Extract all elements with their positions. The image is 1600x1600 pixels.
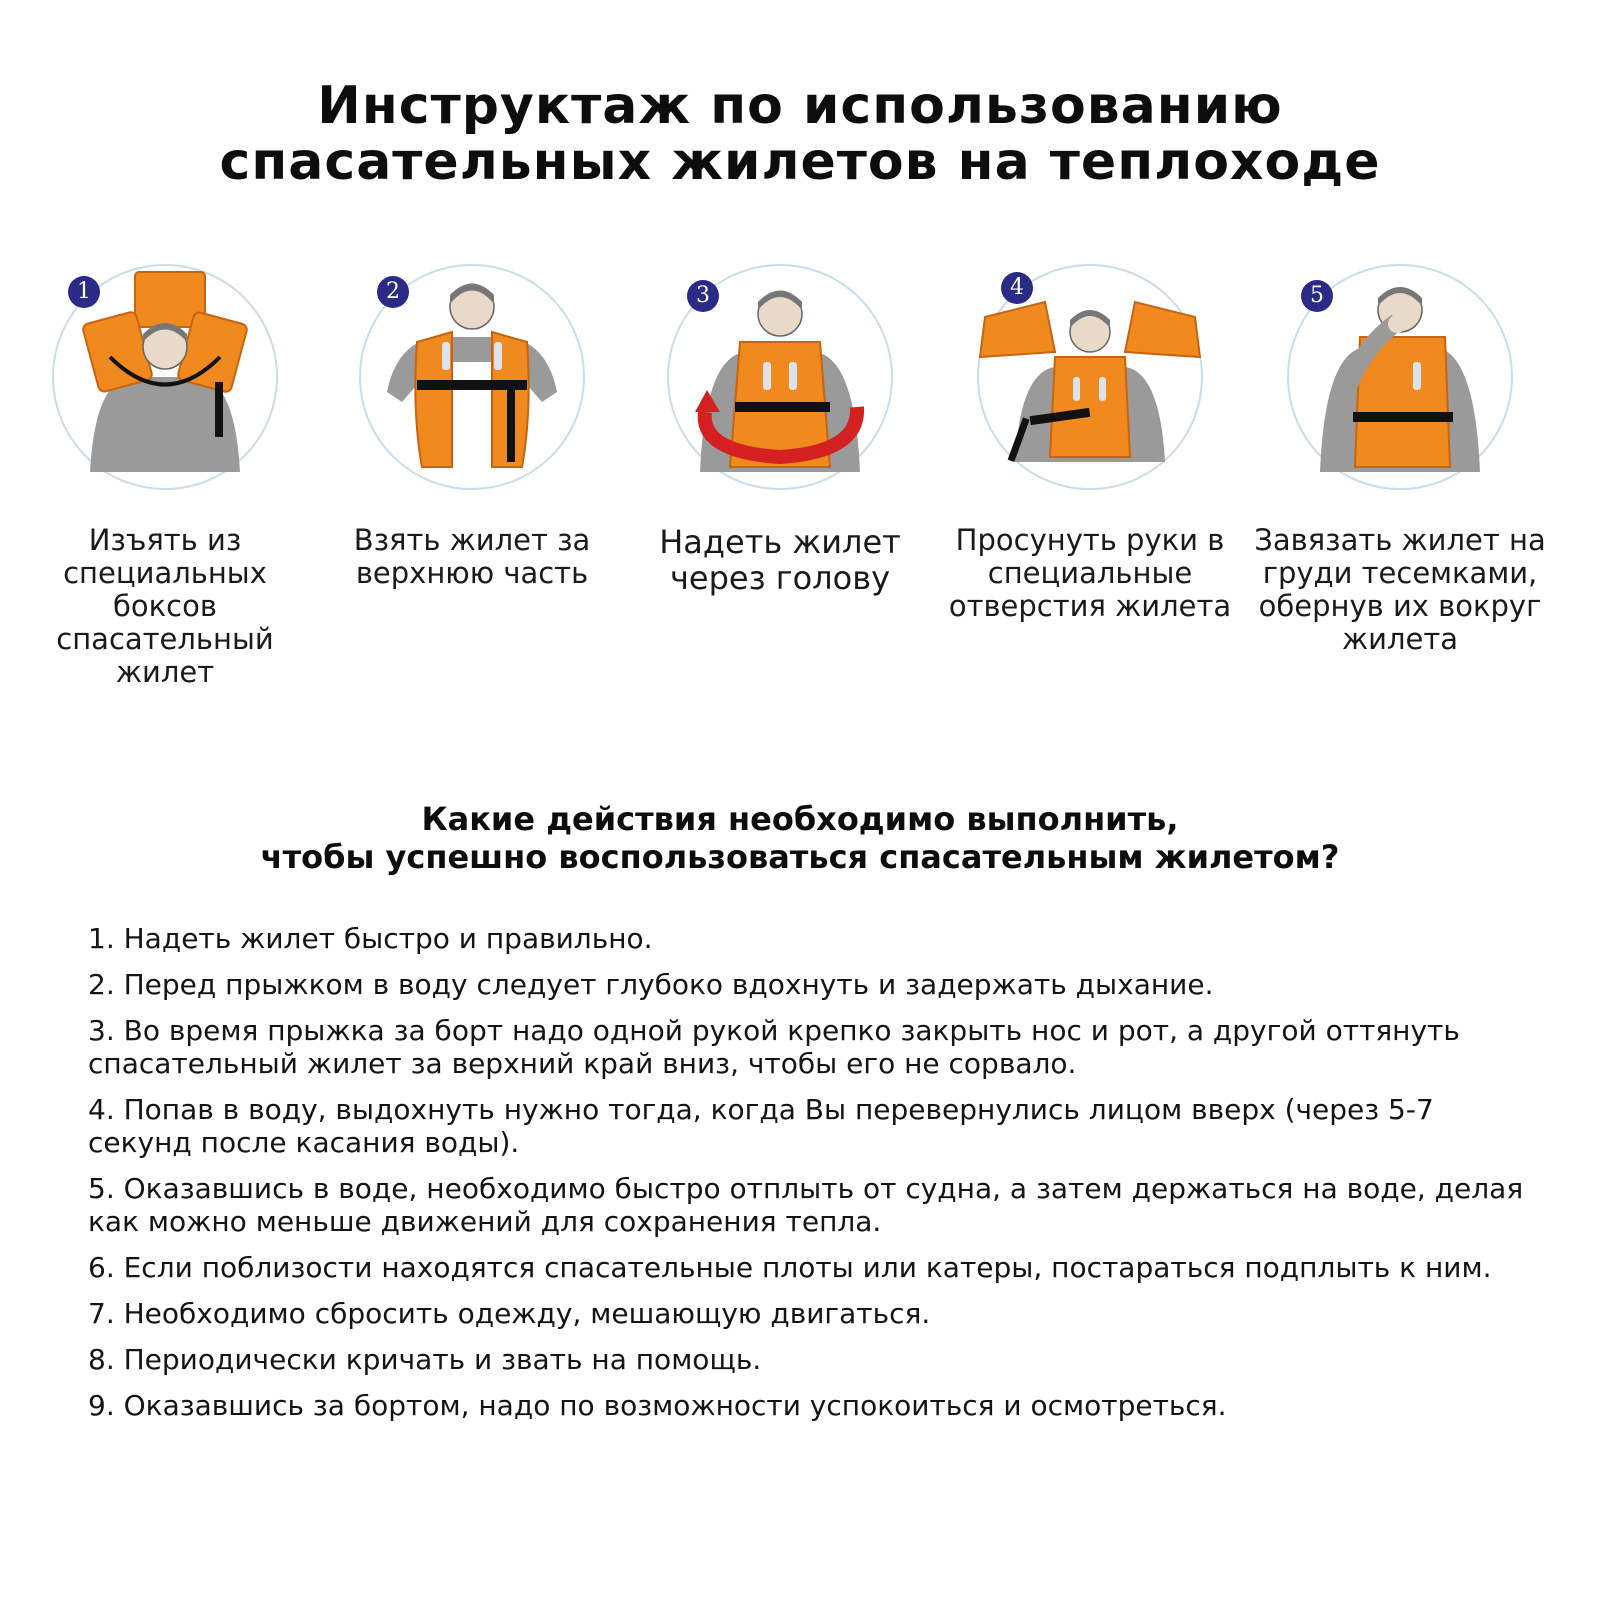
- step-number-badge: 4: [1001, 272, 1033, 304]
- list-item: 3. Во время прыжка за борт надо одной рукой крепко закрыть нос и рот, а другой оттянуть спасательный жилет за верхний край вниз, чтобы его не сорвало.: [88, 1014, 1460, 1080]
- step-caption: Изъять из специальных боксов спасательный жилет: [56, 523, 274, 689]
- page-title-line-1: Инструктаж по использованию: [317, 76, 1283, 136]
- list-item: 1. Надеть жилет быстро и правильно.: [88, 922, 653, 955]
- step-number-badge: 3: [687, 280, 719, 312]
- section-heading-line-2: чтобы успешно воспользоваться спасательным жилетом?: [260, 838, 1340, 876]
- step-caption: Завязать жилет на груди тесемками, обернув их вокруг жилета: [1254, 523, 1546, 656]
- instructions-list: [88, 922, 1528, 1435]
- person-tying-vest-illustration: [1285, 262, 1515, 492]
- list-item: 4. Попав в воду, выдохнуть нужно тогда, когда Вы перевернулись лицом вверх (через 5-7 секунд после касания воды).: [88, 1093, 1434, 1159]
- step-caption: Просунуть руки в специальные отверстия жилета: [948, 523, 1232, 623]
- person-putting-on-vest-illustration: [665, 262, 895, 492]
- step-number-badge: 1: [68, 276, 100, 308]
- section-heading-line-1: Какие действия необходимо выполнить,: [421, 800, 1179, 838]
- page-title: [0, 78, 1600, 190]
- step-number-badge: 2: [377, 276, 409, 308]
- step-number-badge: 5: [1301, 280, 1333, 312]
- list-item: 5. Оказавшись в воде, необходимо быстро отплыть от судна, а затем держаться на воде, делая как можно меньше движений для сохранения тепла.: [88, 1172, 1524, 1238]
- section-heading: [0, 800, 1600, 876]
- step-caption: Взять жилет за верхнюю часть: [353, 523, 591, 590]
- person-taking-vest-illustration: [50, 262, 280, 492]
- list-item: 7. Необходимо сбросить одежду, мешающую двигаться.: [88, 1297, 931, 1330]
- list-item: 8. Периодически кричать и звать на помощь.: [88, 1343, 762, 1376]
- person-inserting-arms-illustration: [975, 262, 1205, 492]
- list-item: 2. Перед прыжком в воду следует глубоко вдохнуть и задержать дыхание.: [88, 968, 1214, 1001]
- list-item: 6. Если поблизости находятся спасательные плоты или катеры, постараться подплыть к ним.: [88, 1251, 1492, 1284]
- step-caption: Надеть жилет через голову: [659, 523, 901, 597]
- list-item: 9. Оказавшись за бортом, надо по возможности успокоиться и осмотреться.: [88, 1389, 1227, 1422]
- page-title-line-2: спасательных жилетов на теплоходе: [219, 132, 1381, 192]
- person-holding-vest-illustration: [357, 262, 587, 492]
